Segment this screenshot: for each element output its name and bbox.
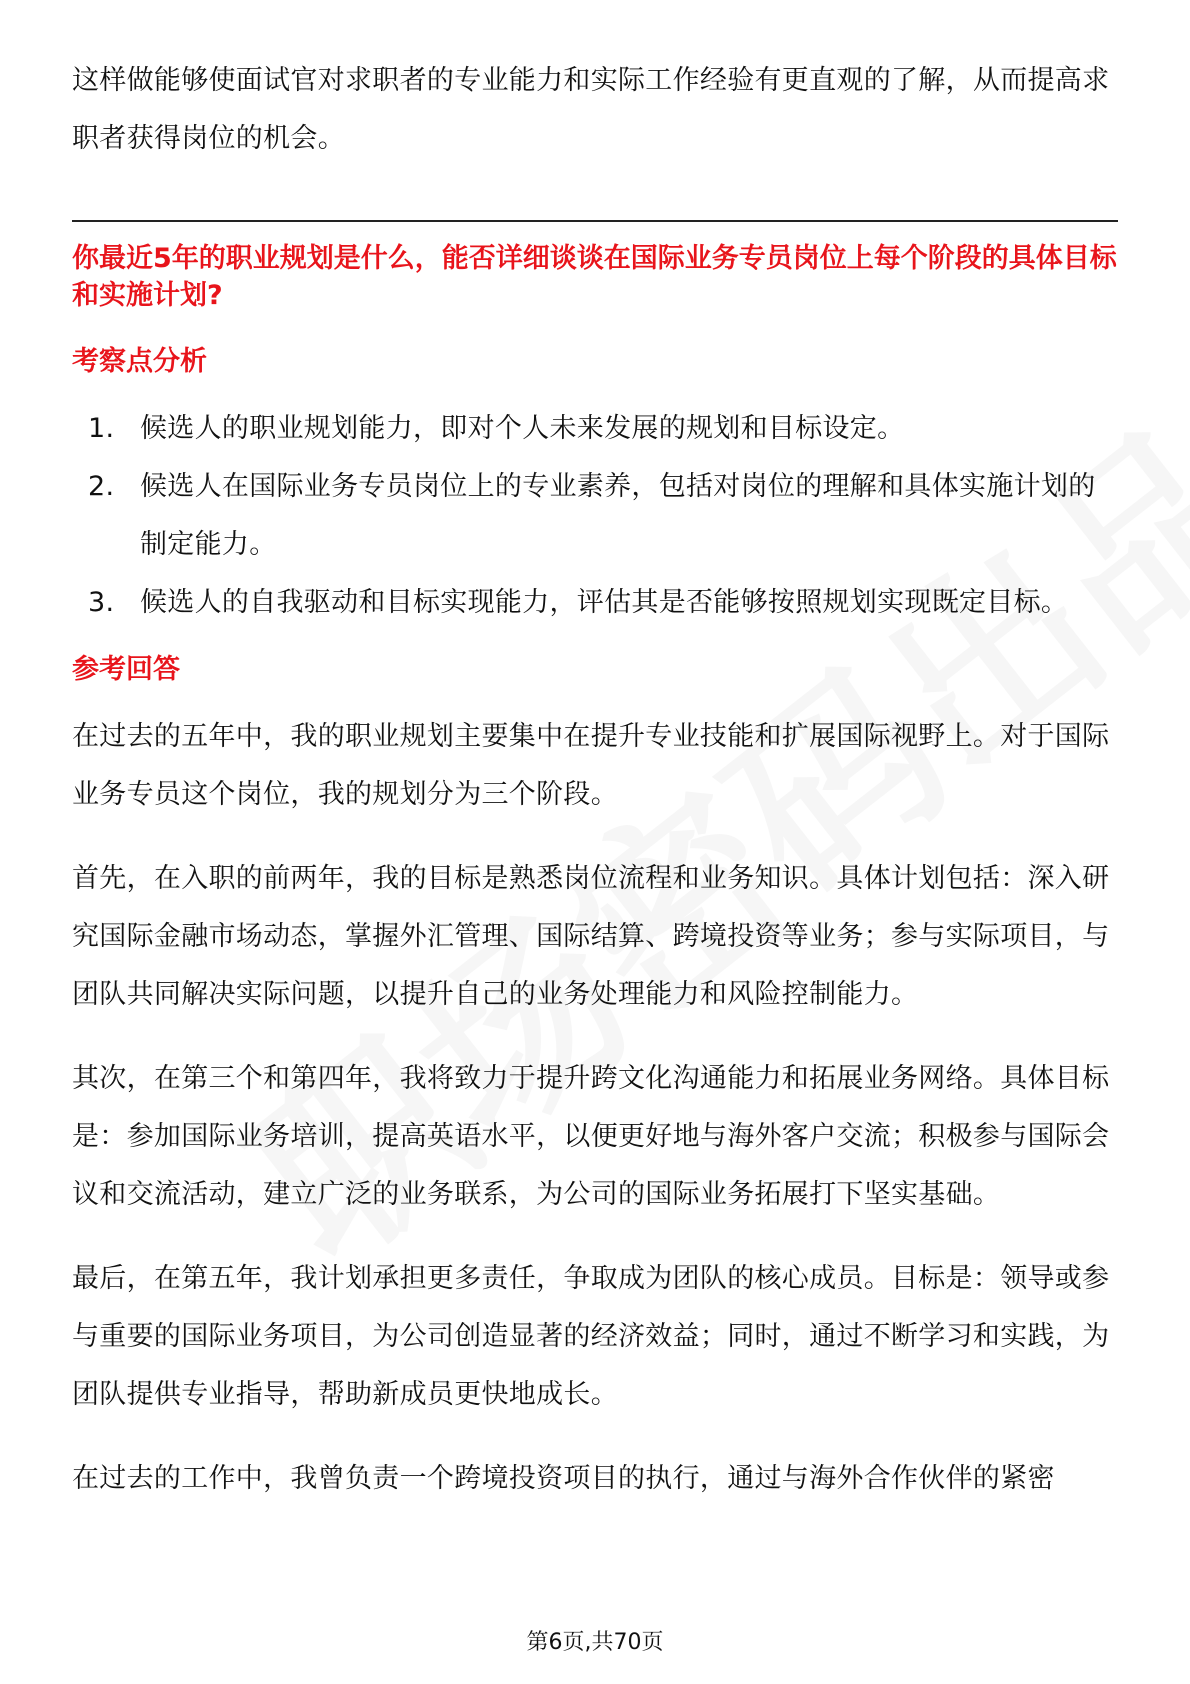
section-divider <box>72 220 1118 222</box>
list-item-text: 候选人在国际业务专员岗位上的专业素养，包括对岗位的理解和具体实施计划的制定能力。 <box>140 471 1096 560</box>
list-item <box>72 400 1118 458</box>
list-item-number: 1. <box>88 413 115 444</box>
analysis-heading: 考察点分析 <box>72 346 207 377</box>
list-item <box>72 574 1118 632</box>
answer-paragraph: 其次，在第三个和第四年，我将致力于提升跨文化沟通能力和拓展业务网络。具体目标是：参加国际业务培训，提高英语水平，以便更好地与海外客户交流；积极参与国际会议和交流活动，建立广泛的业务联系，为公司的国际业务拓展打下坚实基础。 <box>72 1063 1110 1210</box>
question-heading: 你最近5年的职业规划是什么，能否详细谈谈在国际业务专员岗位上每个阶段的具体目标和实施计划? <box>72 243 1117 311</box>
analysis-list <box>72 400 1118 632</box>
page-number: 第6页,共70页 <box>526 1630 664 1655</box>
list-item <box>72 458 1118 574</box>
document-page <box>72 52 1118 1534</box>
list-item-text: 候选人的职业规划能力，即对个人未来发展的规划和目标设定。 <box>140 413 905 444</box>
answer-paragraph: 首先，在入职的前两年，我的目标是熟悉岗位流程和业务知识。具体计划包括：深入研究国际金融市场动态，掌握外汇管理、国际结算、跨境投资等业务；参与实际项目，与团队共同解决实际问题，以提升自己的业务处理能力和风险控制能力。 <box>72 863 1110 1010</box>
answer-heading: 参考回答 <box>72 654 180 685</box>
list-item-number: 3. <box>88 587 115 618</box>
answer-paragraph: 最后，在第五年，我计划承担更多责任，争取成为团队的核心成员。目标是：领导或参与重要的国际业务项目，为公司创造显著的经济效益；同时，通过不断学习和实践，为团队提供专业指导，帮助新成员更快地成长。 <box>72 1263 1110 1410</box>
list-item-text: 候选人的自我驱动和目标实现能力，评估其是否能够按照规划实现既定目标。 <box>140 587 1069 618</box>
list-item-number: 2. <box>88 471 115 502</box>
intro-paragraph: 这样做能够使面试官对求职者的专业能力和实际工作经验有更直观的了解，从而提高求职者获得岗位的机会。 <box>72 65 1110 154</box>
answer-paragraph: 在过去的五年中，我的职业规划主要集中在提升专业技能和扩展国际视野上。对于国际业务专员这个岗位，我的规划分为三个阶段。 <box>72 721 1110 810</box>
answer-paragraph: 在过去的工作中，我曾负责一个跨境投资项目的执行，通过与海外合作伙伴的紧密 <box>72 1463 1055 1494</box>
